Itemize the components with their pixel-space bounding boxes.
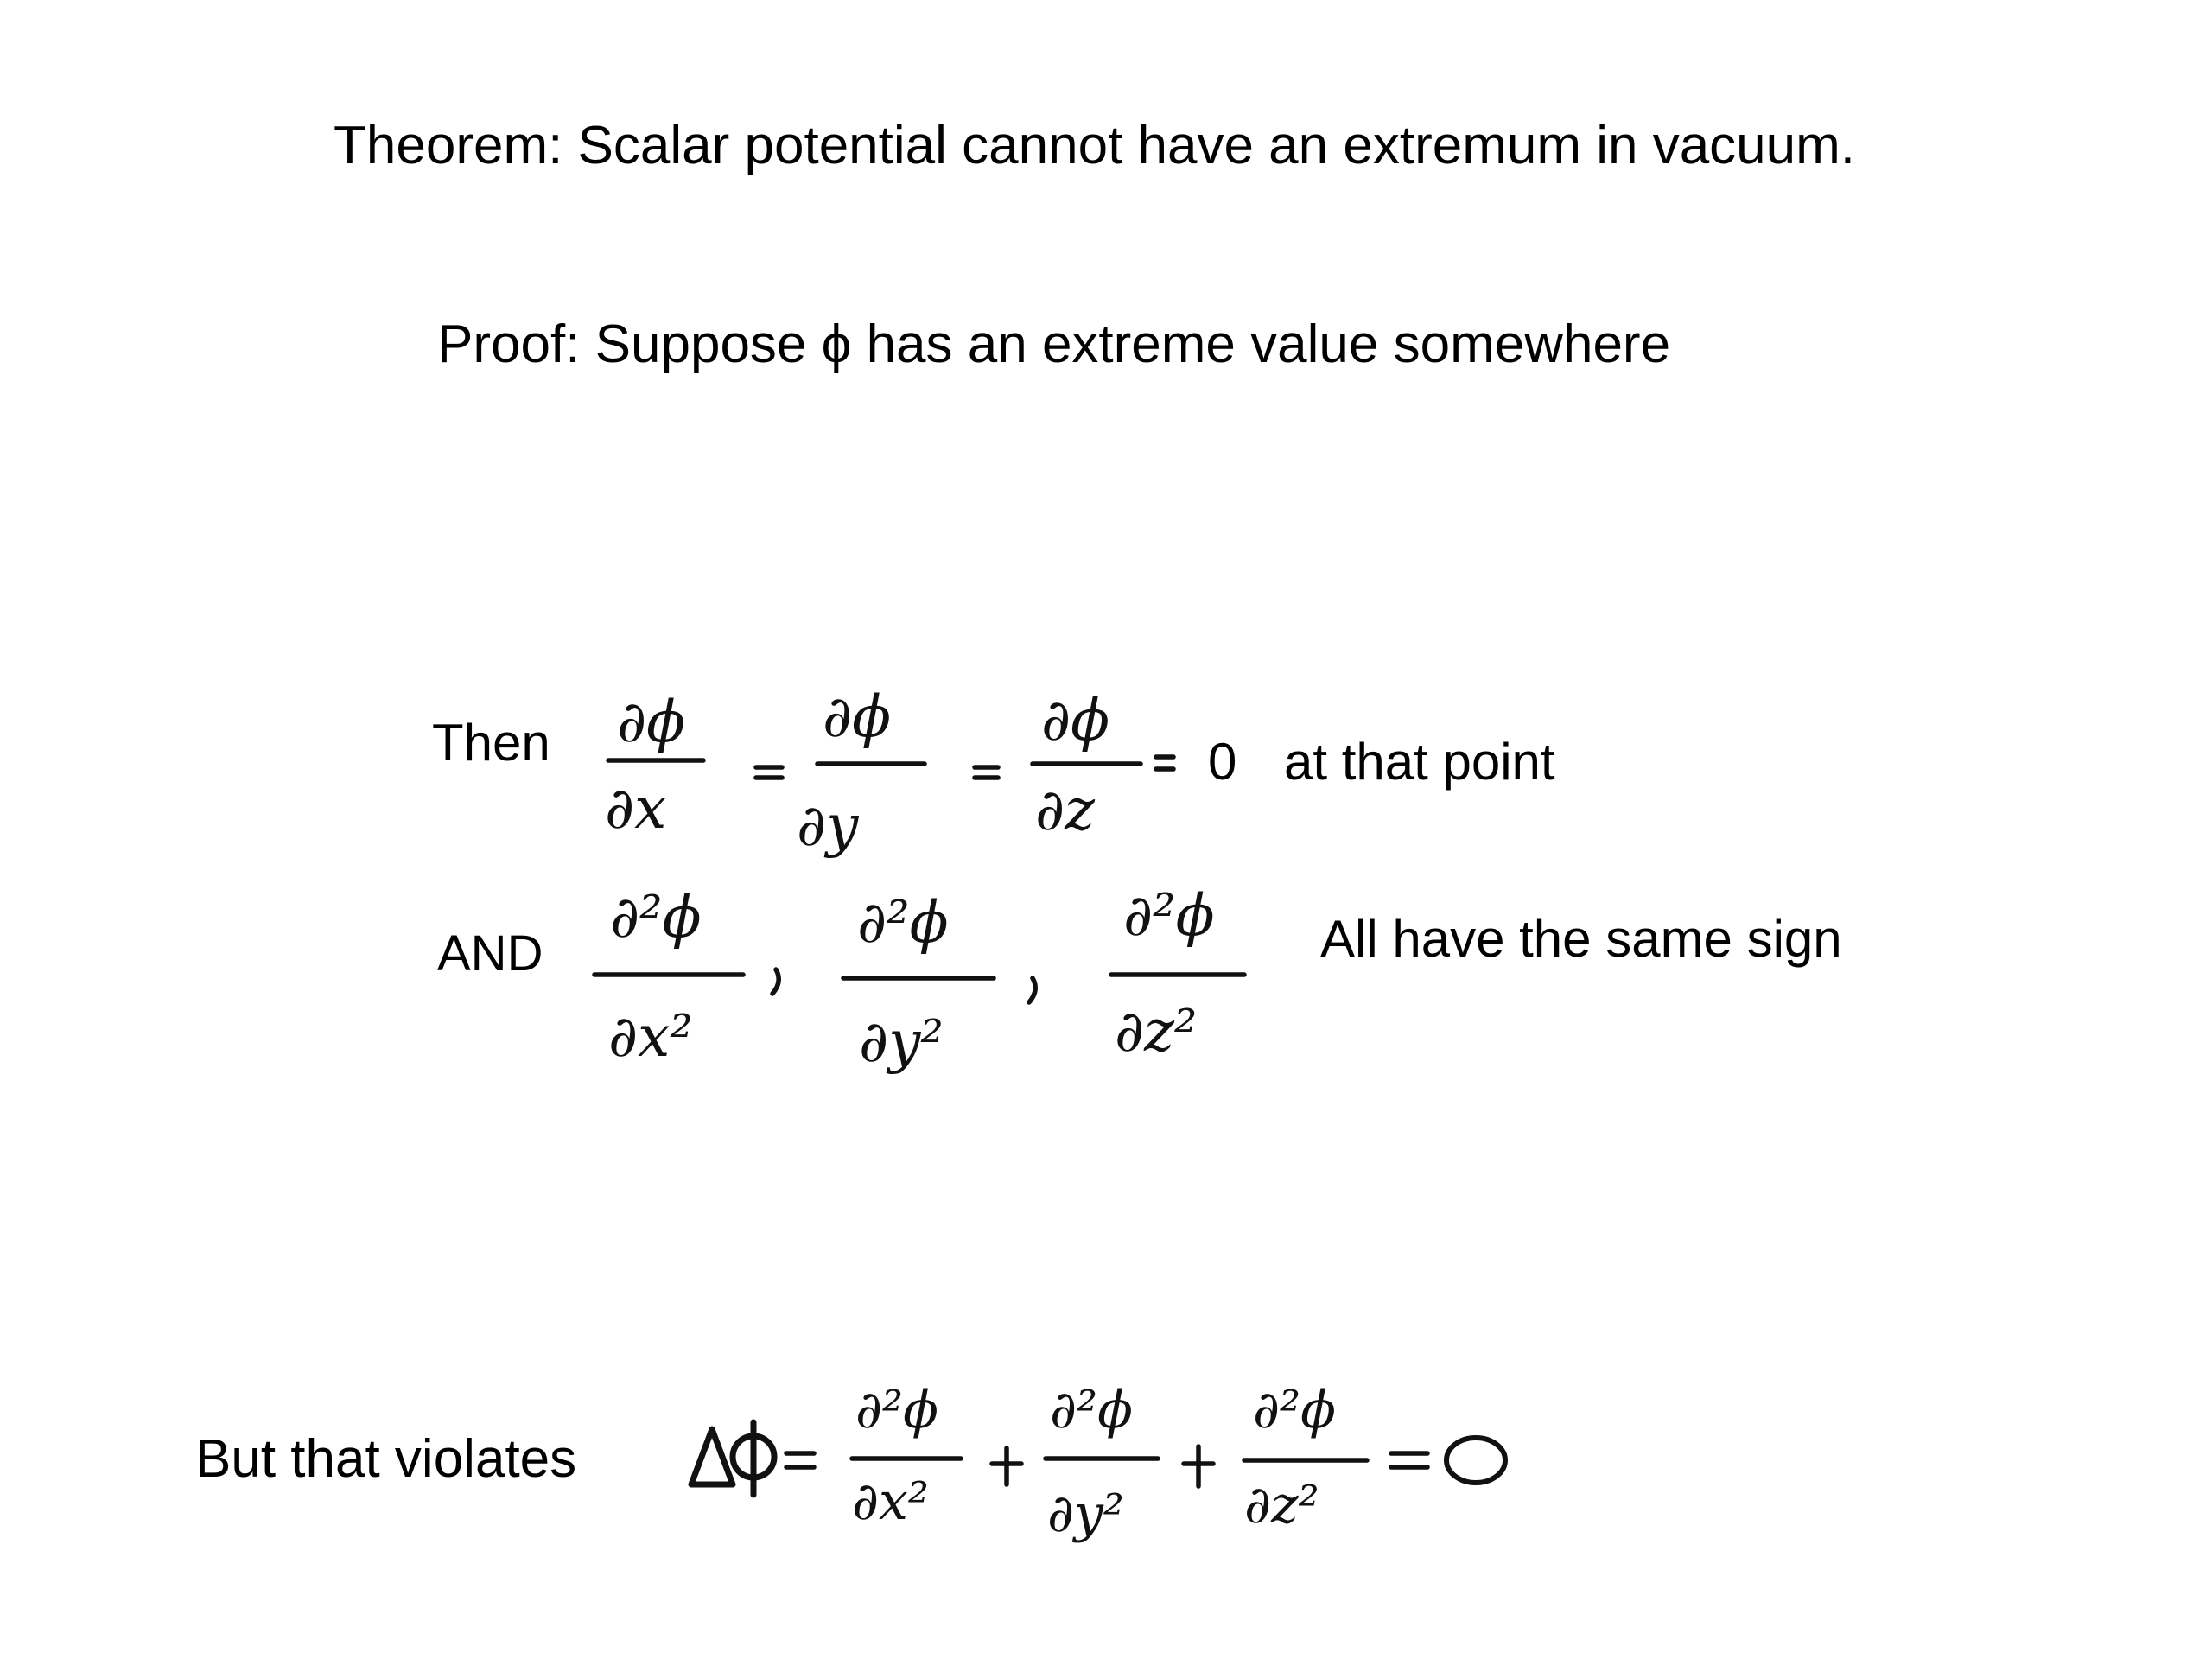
svg-text:∂z²: ∂z²: [1244, 1475, 1319, 1535]
svg-text:∂z: ∂z: [1035, 777, 1095, 843]
then-zero: 0: [1208, 733, 1237, 791]
second-derivatives-handwriting: [588, 873, 1279, 1080]
svg-text:∂z²: ∂z²: [1115, 998, 1198, 1065]
and-label: AND: [437, 925, 543, 982]
same-sign-text: All have the same sign: [1320, 910, 1842, 968]
proof-statement: Proof: Suppose ϕ has an extreme value somewhere: [437, 315, 1671, 374]
first-derivatives-handwriting: [596, 683, 1253, 881]
svg-text:∂²ϕ: ∂²ϕ: [1123, 882, 1215, 949]
svg-text:∂x: ∂x: [605, 775, 667, 842]
svg-text:∂²ϕ: ∂²ϕ: [1050, 1380, 1133, 1440]
svg-text:∂²ϕ: ∂²ϕ: [610, 884, 702, 950]
svg-text:∂ϕ: ∂ϕ: [617, 689, 686, 755]
svg-text:∂y²: ∂y²: [1047, 1484, 1124, 1544]
svg-text:∂ϕ: ∂ϕ: [823, 683, 892, 750]
svg-text:∂x²: ∂x²: [852, 1471, 929, 1532]
violates-label: But that violates: [195, 1429, 577, 1489]
then-label: Then: [432, 714, 550, 772]
svg-text:∂ϕ: ∂ϕ: [1041, 687, 1110, 753]
svg-text:∂x²: ∂x²: [608, 1003, 693, 1070]
svg-text:∂²ϕ: ∂²ϕ: [1253, 1380, 1336, 1440]
svg-text:∂y: ∂y: [797, 792, 859, 859]
svg-text:∂y²: ∂y²: [859, 1008, 944, 1075]
at-that-point-text: at that point: [1284, 733, 1555, 791]
svg-text:∂²ϕ: ∂²ϕ: [855, 1380, 938, 1440]
svg-text:∂²ϕ: ∂²ϕ: [857, 889, 949, 956]
laplacian-equation-handwriting: [683, 1374, 1547, 1573]
theorem-statement: Theorem: Scalar potential cannot have an extremum in vacuum.: [334, 116, 1856, 175]
